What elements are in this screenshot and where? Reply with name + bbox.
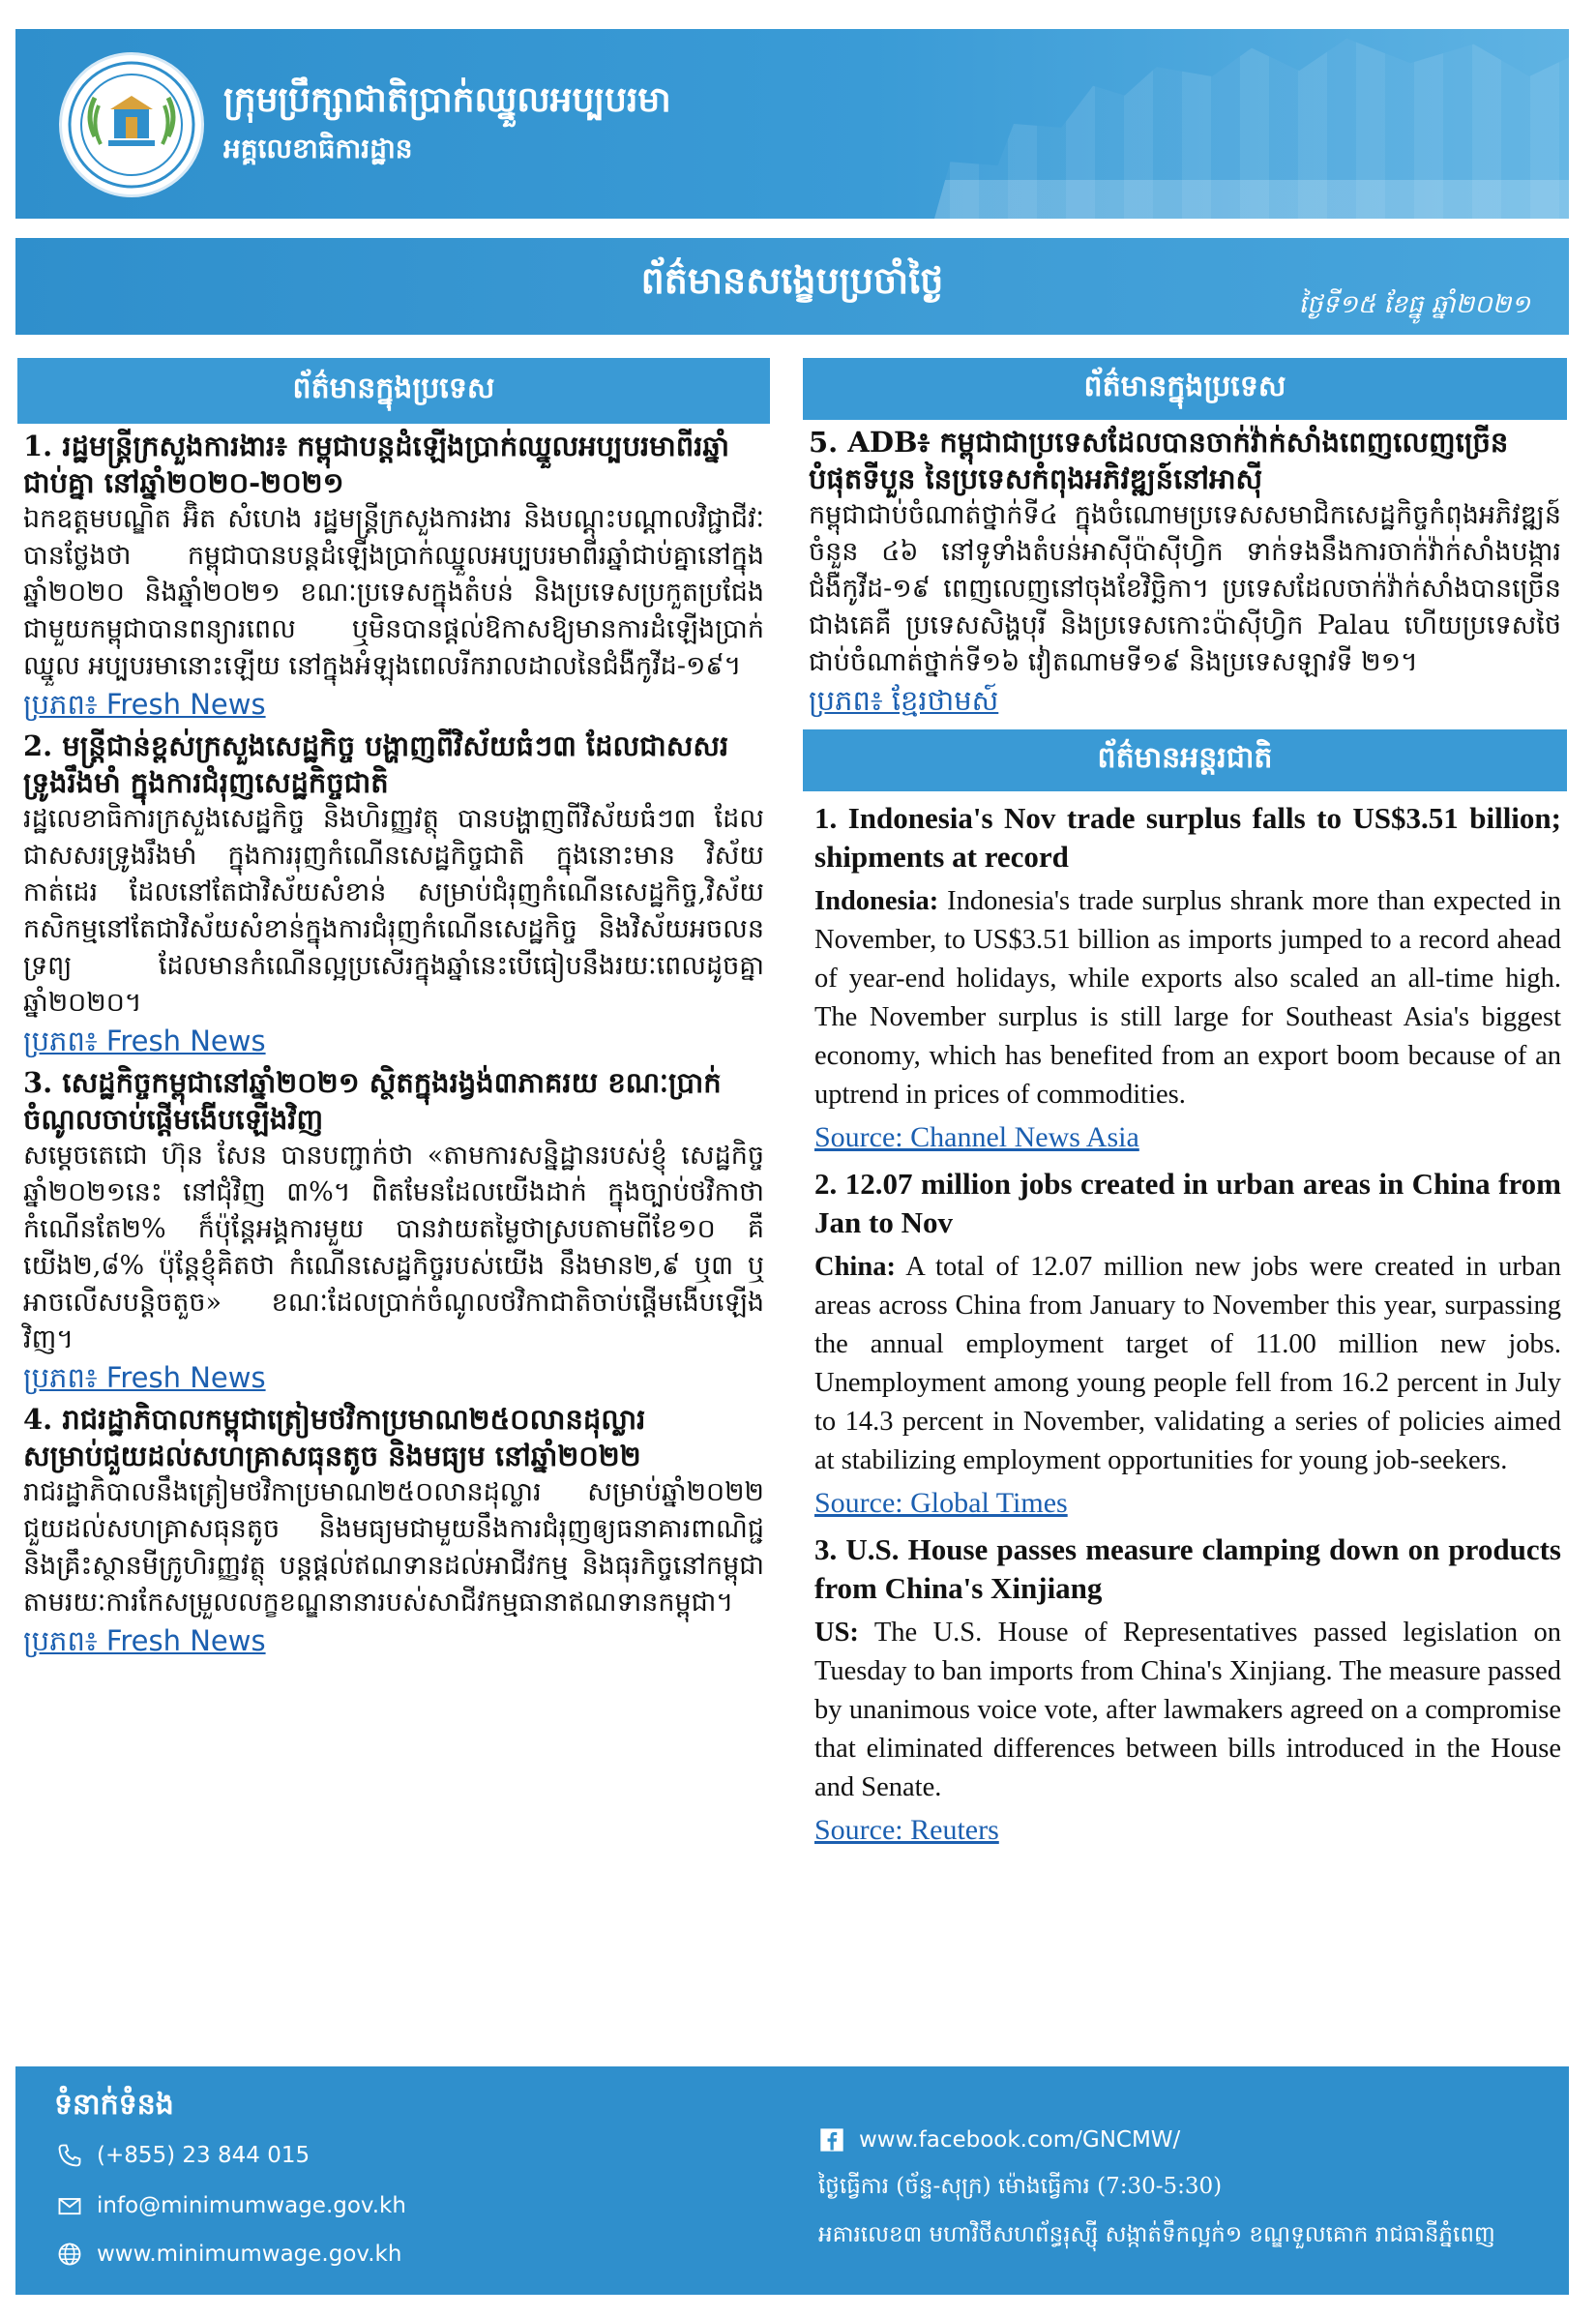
facebook-row [818, 2126, 1180, 2154]
news-item [803, 424, 1567, 720]
website-row [56, 2241, 401, 2268]
phone-row [56, 2142, 310, 2169]
intl-news-text: A total of 12.07 million new jobs were created in urban areas across China from January to November this year, surpassing the annual employment target of 11.00 million new jobs. Unemployment among young people fell from 16.2 percent in July to 14.3 percent in November, validating a series of policies aimed at stabilizing employment opportunities for young job-seekers. [814, 1252, 1561, 1475]
news-body: កម្ពុជាជាប់ចំណាត់ថ្នាក់ទី៤ ក្នុងចំណោមប្រទេសសមាជិកសេដ្ឋកិច្ចកំពុងអភិវឌ្ឍន៍ចំនួន ៤៦ នៅទូទាំងតំបន់អាស៊ីប៉ាស៊ីហ្វិក ទាក់ទងនឹងការចាក់វ៉ាក់សាំងបង្ការជំងឺកូវីដ-១៩ ពេញលេញនៅចុងខែវិច្ឆិកា។ ប្រទេសដែលចាក់វ៉ាក់សាំងបានច្រើនជាងគេគឺ ប្រទេសសិង្ហបុរី និងប្រទេសកោះប៉ាស៊ីហ្វិក Palau ហើយប្រទេសថៃជាប់ចំណាត់ថ្នាក់ទី១៦ វៀតណាមទី១៩ និងប្រទេសឡាវទី ២១។ [809, 500, 1561, 677]
intl-news-body [814, 1614, 1561, 1807]
news-title: 1. រដ្ឋមន្ត្រីក្រសួងការងារ៖ កម្ពុជាបន្តដំឡើងប្រាក់ឈ្នួលអប្បបរមាពីរឆ្នាំជាប់គ្នា នៅឆ្នាំ២០២០-២០២១ [23, 430, 730, 499]
website-url[interactable]: www.minimumwage.gov.kh [97, 2242, 402, 2267]
news-source-link[interactable]: ប្រភព៖ Fresh News [23, 1025, 266, 1057]
section-heading-domestic: ព័ត៌មានក្នុងប្រទេស [17, 358, 770, 424]
organization-logo [59, 52, 204, 197]
phone-number: (+855) 23 844 015 [97, 2143, 310, 2168]
news-body: រាជរដ្ឋាភិបាលនឹងត្រៀមថវិកាប្រមាណ២៥០លានដុល្លារ សម្រាប់ឆ្នាំ២០២២ ជួយដល់សហគ្រាសធុនតូច និងមធ្យមជាមួយនឹងការជំរុញឲ្យធនាគារពាណិជ្ជ និងគ្រឹះស្ថានមីក្រូហិរញ្ញវត្ថុ បន្តផ្ដល់ឥណទានដល់អាជីវកម្ម និងធុរកិច្ចនៅកម្ពុជាតាមរយៈការកែសម្រួលលក្ខខណ្ឌនានារបស់សាជីវកម្មធានាឥណទានកម្ពុជា។ [23, 1477, 764, 1618]
news-body: សម្ដេចតេជោ ហ៊ុន សែន បានបញ្ជាក់ថា «តាមការសន្និដ្ឋានរបស់ខ្ញុំ សេដ្ឋកិច្ចឆ្នាំ២០២១នេះ នៅជុំវិញ ៣%។ ពិតមែនដែលយើងដាក់ ក្នុងច្បាប់ថវិកាថា កំណើនតែ២% ក៏ប៉ុន្តែអង្គការមួយ បានវាយតម្លៃថាស្របតាមពីខែ១០ គឺយើង២,៨% ប៉ុន្តែខ្ញុំគិតថា កំណើនសេដ្ឋកិច្ចរបស់យើង នឹងមាន២,៩ ឬ៣ ឬអាចលើសបន្តិចតួច» ខណៈដែលប្រាក់ចំណូលថវិកាជាតិចាប់ផ្ដើមងើបឡើងវិញ។ [23, 1141, 764, 1354]
news-item [17, 428, 770, 724]
intl-news-title: 2. 12.07 million jobs created in urban areas in China from Jan to Nov [814, 1167, 1561, 1239]
facebook-icon [818, 2126, 845, 2154]
left-column [17, 358, 770, 1662]
news-source-link[interactable]: ប្រភព៖ Fresh News [23, 1361, 266, 1394]
organization-title: ក្រុមប្រឹក្សាជាតិប្រាក់ឈ្នួលអប្បបរមា [223, 79, 671, 120]
intl-news-lead: Indonesia: [814, 886, 939, 916]
intl-news-title: 1. Indonesia's Nov trade surplus falls to US$3.51 billion; shipments at record [814, 801, 1561, 874]
intl-news-lead: US: [814, 1618, 859, 1648]
intl-news-item [803, 1165, 1567, 1523]
contact-heading: ទំនាក់ទំនង [54, 2088, 174, 2122]
title-bar [15, 238, 1569, 335]
news-title: 5. ADB៖ កម្ពុជាជាប្រទេសដែលបានចាក់វ៉ាក់សាំងពេញលេញច្រើនបំផុតទីបួន នៃប្រទេសកំពុងអភិវឌ្ឍន៍នៅអាស៊ី [809, 426, 1509, 495]
intl-news-body [814, 882, 1561, 1114]
phone-icon [56, 2142, 83, 2169]
mail-icon [56, 2192, 83, 2219]
news-item [17, 728, 770, 1060]
office-hours: ថ្ងៃធ្វើការ (ច័ន្ទ-សុក្រ) ម៉ោងធ្វើការ (7:30-5:30) [818, 2174, 1223, 2199]
section-heading-international: ព័ត៌មានអន្តរជាតិ [803, 729, 1567, 791]
news-source-link[interactable]: ប្រភព៖ Fresh News [23, 688, 266, 721]
news-item [17, 1064, 770, 1397]
emblem-icon [66, 59, 197, 191]
news-body: ឯកឧត្តមបណ្ឌិត អ៊ិត សំហេង រដ្ឋមន្ត្រីក្រសួងការងារ និងបណ្ដុះបណ្ដាលវិជ្ជាជីវៈ បានថ្លែងថា កម្ពុជាបានបន្តដំឡើងប្រាក់ឈ្នួលអប្បបរមាពីរឆ្នាំជាប់គ្នានៅក្នុងឆ្នាំ២០២០ និងឆ្នាំ២០២១ ខណៈប្រទេសក្នុងតំបន់ និងប្រទេសប្រកួតប្រជែងជាមួយកម្ពុជាបានពន្យារពេល ឬមិនបានផ្ដល់ឱកាសឱ្យមានការដំឡើងប្រាក់ឈ្នួល អប្បបរមានោះឡើយ នៅក្នុងអំឡុងពេលរីករាលដាលនៃជំងឺកូវីដ-១៩។ [23, 504, 764, 681]
intl-source-link[interactable]: Source: Reuters [814, 1814, 999, 1846]
organization-subtitle: អគ្គលេខាធិការដ្ឋាន [223, 133, 413, 164]
email-row [56, 2192, 406, 2219]
email-address[interactable]: info@minimumwage.gov.kh [97, 2193, 406, 2218]
header-banner [15, 29, 1569, 219]
news-title: 2. មន្ត្រីជាន់ខ្ពស់ក្រសួងសេដ្ឋកិច្ច បង្ហាញពីវិស័យធំៗ៣ ដែលជាសសរទ្រូងរឹងមាំ ក្នុងការជំរុញសេដ្ឋកិច្ចជាតិ [23, 729, 729, 799]
facebook-url[interactable]: www.facebook.com/GNCMW/ [859, 2127, 1181, 2153]
intl-news-body [814, 1248, 1561, 1480]
office-address: អគារលេខ៣ មហាវិថីសហព័ន្ធរុស្ស៊ី សង្កាត់ទឹកល្អក់១ ខណ្ឌទួលគោក រាជធានីភ្នំពេញ [818, 2222, 1495, 2247]
issue-date: ថ្ងៃទី១៥ ខែធ្នូ ឆ្នាំ២០២១ [1298, 290, 1530, 319]
intl-news-title: 3. U.S. House passes measure clamping down on products from China's Xinjiang [814, 1532, 1561, 1605]
intl-news-lead: China: [814, 1252, 896, 1282]
section-heading-domestic-right: ព័ត៌មានក្នុងប្រទេស [803, 358, 1567, 420]
news-body: រដ្ឋលេខាធិការក្រសួងសេដ្ឋកិច្ច និងហិរញ្ញវត្ថុ បានបង្ហាញពីវិស័យធំៗ៣ ដែលជាសសរទ្រូងរឹងមាំ ក្នុងការរុញកំណើនសេដ្ឋកិច្ចជាតិ ក្នុងនោះមាន វិស័យកាត់ដេរ ដែលនៅតែជាវិស័យសំខាន់ សម្រាប់ជំរុញកំណើនសេដ្ឋកិច្ច,វិស័យកសិកម្មនៅតែជាវិស័យសំខាន់ក្នុងការជំរុញកំណើនសេដ្ឋកិច្ច និងវិស័យអចលនទ្រព្យ ដែលមានកំណើនល្អប្រសើរក្នុងឆ្នាំនេះបើធៀបនឹងរយៈពេលដូចគ្នាឆ្នាំ២០២០។ [23, 804, 764, 1018]
news-title: 4. រាជរដ្ឋាភិបាលកម្ពុជាត្រៀមថវិកាប្រមាណ២៥០លានដុល្លារ សម្រាប់ជួយដល់សហគ្រាសធុនតូច និងមធ្យម នៅឆ្នាំ២០២២ [23, 1403, 646, 1472]
news-source-link[interactable]: ប្រភព៖ ខ្មែរថាមស៍ [809, 684, 999, 717]
intl-news-item [803, 1530, 1567, 1850]
footer-contact [15, 2066, 1569, 2295]
news-title: 3. សេដ្ឋកិច្ចកម្ពុជានៅឆ្នាំ២០២១ ស្ថិតក្នុងរង្វង់៣ភាគរយ ខណៈប្រាក់ចំណូលចាប់ផ្ដើមងើបឡើងវិញ [23, 1066, 722, 1136]
intl-news-item [803, 799, 1567, 1157]
intl-source-link[interactable]: Source: Channel News Asia [814, 1121, 1139, 1153]
intl-news-text: Indonesia's trade surplus shrank more than expected in November, to US$3.51 billion as imports jumped to a record ahead of year-end holidays, while exports also scaled an all-time high. The November surplus is still large for Southeast Asia's biggest economy, which has benefited from an export boom because of an uptrend in prices of commodities. [814, 886, 1561, 1110]
news-source-link[interactable]: ប្រភព៖ Fresh News [23, 1624, 266, 1657]
intl-source-link[interactable]: Source: Global Times [814, 1487, 1068, 1519]
news-item [17, 1401, 770, 1660]
city-skyline-decoration [776, 29, 1569, 219]
intl-news-text: The U.S. House of Representatives passed legislation on Tuesday to ban imports from China's Xinjiang. The measure passed by unanimous voice vote, after lawmakers agreed on a compromise that eliminated differences between bills introduced in the House and Senate. [814, 1618, 1561, 1802]
globe-icon [56, 2241, 83, 2268]
page-title: ព័ត៌មានសង្ខេបប្រចាំថ្ងៃ [640, 258, 944, 302]
right-column [803, 358, 1567, 1850]
